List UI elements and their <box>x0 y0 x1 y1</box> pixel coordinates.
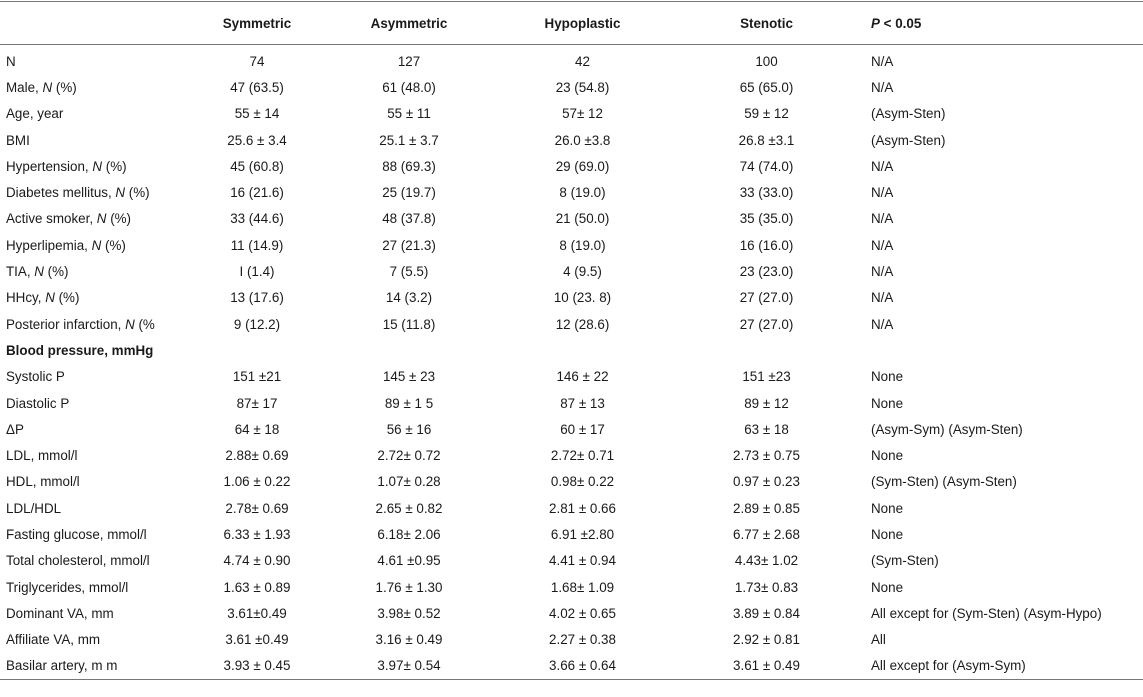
cell-hypoplastic: 8 (19.0) <box>559 237 606 253</box>
cell-symmetric: 33 (44.6) <box>230 211 284 227</box>
table-row <box>0 442 1143 468</box>
cell-asymmetric: 27 (21.3) <box>382 237 436 253</box>
table-row <box>0 600 1143 626</box>
table-row <box>0 101 1143 127</box>
row-label-suffix: (%) <box>125 185 150 201</box>
table-row <box>0 45 1143 75</box>
cell-hypoplastic: 60 ± 17 <box>560 421 605 437</box>
cell-asymmetric: 6.18± 2.06 <box>377 526 441 542</box>
row-label <box>0 206 195 232</box>
cell-symmetric: 13 (17.6) <box>230 290 284 306</box>
cell-p-value: None <box>871 579 904 595</box>
header-symmetric: Symmetric <box>195 2 319 45</box>
cell-asymmetric: 61 (48.0) <box>382 79 436 95</box>
cell-symmetric: 55 ± 14 <box>234 106 280 122</box>
cell-asymmetric: 2.72± 0.72 <box>377 448 441 464</box>
cell-p-value: N/A <box>871 79 894 95</box>
header-stenotic: Stenotic <box>666 2 867 45</box>
table-row <box>0 574 1143 600</box>
cell-stenotic: 100 <box>755 53 778 69</box>
row-label <box>0 153 195 179</box>
cell-hypoplastic: 87 ± 13 <box>560 395 605 411</box>
table-header <box>0 2 1143 45</box>
cell-hypoplastic: 6.91 ±2.80 <box>550 526 615 542</box>
cell-stenotic: 3.89 ± 0.84 <box>733 605 800 621</box>
table-row <box>0 153 1143 179</box>
cell-asymmetric: 1.76 ± 1.30 <box>375 579 443 595</box>
cell-hypoplastic: 42 <box>575 53 590 69</box>
cell-symmetric: 1.06 ± 0.22 <box>223 474 291 490</box>
row-label: Basilar artery, m m <box>0 653 195 680</box>
cell-p-value: N/A <box>871 316 894 332</box>
cell-asymmetric: 56 ± 16 <box>386 421 432 437</box>
row-label: Triglycerides, mmol/l <box>6 579 129 595</box>
table-row <box>0 521 1143 547</box>
row-label-text: Active smoker, <box>6 211 97 227</box>
cell-p-value: (Sym-Sten) <box>871 553 939 569</box>
cell-symmetric: I (1.4) <box>239 264 275 280</box>
cell-symmetric: 74 <box>249 53 265 69</box>
cell-stenotic: 74 (74.0) <box>739 158 794 174</box>
header-asymmetric: Asymmetric <box>319 2 499 45</box>
cell-stenotic: 65 (65.0) <box>739 79 794 95</box>
cell-symmetric: 2.78± 0.69 <box>225 500 289 516</box>
header-p-value <box>867 2 1143 45</box>
row-label: BMI <box>6 132 30 148</box>
cell-asymmetric: 25.1 ± 3.7 <box>379 132 439 148</box>
cell-symmetric: 64 ± 18 <box>234 421 280 437</box>
table-row <box>0 232 1143 258</box>
cell-hypoplastic: 0.98± 0.22 <box>550 474 615 490</box>
cell-p-value: N/A <box>871 264 894 280</box>
row-label-text: Hypertension, <box>6 158 93 174</box>
row-label-variable: N <box>92 158 103 174</box>
row-label: N <box>6 53 16 69</box>
cell-symmetric: 11 (14.9) <box>230 237 284 253</box>
row-label: Affiliate VA, mm <box>6 632 101 648</box>
row-label-text: HHcy, <box>6 290 46 306</box>
empty-cell <box>499 337 666 363</box>
row-label-text: Male, <box>6 79 43 95</box>
row-label <box>0 179 195 205</box>
table-row <box>0 548 1143 574</box>
cell-stenotic: 151 ±23 <box>742 369 791 385</box>
row-label-variable: N <box>115 185 126 201</box>
cell-hypoplastic: 2.81 ± 0.66 <box>549 500 616 516</box>
cell-stenotic: 26.8 ±3.1 <box>738 132 795 148</box>
row-label-suffix: (% <box>134 316 155 332</box>
cell-stenotic: 2.92 ± 0.81 <box>733 632 800 648</box>
cell-p-value: N/A <box>871 211 894 227</box>
cell-p-value: N/A <box>871 237 894 253</box>
cell-hypoplastic: 10 (23. 8) <box>553 290 612 306</box>
cell-asymmetric: 89 ± 1 5 <box>384 395 434 411</box>
cell-stenotic: 59 ± 12 <box>744 106 789 122</box>
table-row <box>0 258 1143 284</box>
cell-asymmetric: 145 ± 23 <box>382 369 436 385</box>
cell-stenotic: 27 (27.0) <box>739 316 794 332</box>
table-row <box>0 653 1143 680</box>
cell-symmetric: 47 (63.5) <box>230 79 284 95</box>
cell-hypoplastic: 4.02 ± 0.65 <box>549 605 616 621</box>
table-row <box>0 364 1143 390</box>
row-label: Dominant VA, mm <box>6 605 114 621</box>
cell-symmetric: 1.63 ± 0.89 <box>223 579 291 595</box>
cell-symmetric: 16 (21.6) <box>230 185 284 201</box>
cell-symmetric: 25.6 ± 3.4 <box>227 132 287 148</box>
row-label: ΔP <box>6 421 24 437</box>
cell-stenotic: 16 (16.0) <box>739 237 794 253</box>
empty-cell <box>867 337 1143 363</box>
table-row <box>0 311 1143 337</box>
table-row <box>0 285 1143 311</box>
cell-p-value: None <box>871 369 904 385</box>
table-row <box>0 390 1143 416</box>
table-row <box>0 627 1143 653</box>
cell-stenotic: 33 (33.0) <box>739 185 794 201</box>
cell-stenotic: 1.73± 0.83 <box>734 579 799 595</box>
row-label <box>0 311 195 337</box>
row-label: Age, year <box>6 106 64 122</box>
cell-p-value: N/A <box>871 53 894 69</box>
row-label-variable: N <box>125 316 135 332</box>
cell-hypoplastic: 21 (50.0) <box>555 211 610 227</box>
empty-cell <box>195 337 319 363</box>
cell-stenotic: 23 (23.0) <box>739 264 794 280</box>
cell-hypoplastic: 146 ± 22 <box>556 369 609 385</box>
p-letter: P <box>871 15 880 31</box>
cell-p-value: None <box>871 526 904 542</box>
row-label-variable: N <box>96 211 107 227</box>
cell-asymmetric: 3.16 ± 0.49 <box>375 632 443 648</box>
row-label-suffix: (%) <box>54 290 80 306</box>
row-label <box>0 74 195 100</box>
row-label: HDL, mmol/l <box>6 474 80 490</box>
cell-symmetric: 2.88± 0.69 <box>225 448 289 464</box>
row-label-suffix: (%) <box>101 237 126 253</box>
row-label-suffix: (%) <box>43 264 69 280</box>
cell-hypoplastic: 4 (9.5) <box>563 264 602 280</box>
cell-p-value: None <box>871 395 904 411</box>
row-label <box>0 232 195 258</box>
cell-stenotic: 0.97 ± 0.23 <box>733 474 800 490</box>
cell-symmetric: 3.61 ±0.49 <box>225 632 289 648</box>
table-row <box>0 74 1143 100</box>
cell-asymmetric: 7 (5.5) <box>389 264 429 280</box>
cell-stenotic: 6.77 ± 2.68 <box>733 526 800 542</box>
cell-hypoplastic: 26.0 ±3.8 <box>554 132 611 148</box>
cell-symmetric: 87± 17 <box>236 395 278 411</box>
row-label-text: Posterior infarction, <box>6 316 126 332</box>
cell-symmetric: 3.61±0.49 <box>227 605 287 621</box>
row-label-variable: N <box>45 290 55 306</box>
cell-stenotic: 89 ± 12 <box>744 395 789 411</box>
table-row <box>0 416 1143 442</box>
row-label-text: Hyperlipemia, <box>6 237 92 253</box>
cell-stenotic: 2.89 ± 0.85 <box>733 500 800 516</box>
row-label-variable: N <box>42 79 53 95</box>
cell-asymmetric: 3.97± 0.54 <box>319 653 499 680</box>
cell-p-value: All except for (Asym-Sym) <box>867 653 1143 680</box>
cell-asymmetric: 55 ± 11 <box>387 106 431 122</box>
cell-symmetric: 45 (60.8) <box>230 158 284 174</box>
table-row <box>0 469 1143 495</box>
table-row <box>0 206 1143 232</box>
row-label: Total cholesterol, mmol/l <box>6 553 150 569</box>
row-label: Fasting glucose, mmol/l <box>6 526 147 542</box>
cell-asymmetric: 3.98± 0.52 <box>377 605 441 621</box>
cell-asymmetric: 127 <box>397 53 421 69</box>
cell-stenotic: 35 (35.0) <box>739 211 794 227</box>
cell-hypoplastic: 23 (54.8) <box>555 79 610 95</box>
cell-hypoplastic: 3.66 ± 0.64 <box>499 653 666 680</box>
row-label-text: Diabetes mellitus, <box>6 185 116 201</box>
cell-stenotic: 4.43± 1.02 <box>734 553 799 569</box>
cell-stenotic: 2.73 ± 0.75 <box>733 448 800 464</box>
cell-p-value: All except for (Sym-Sten) (Asym-Hypo) <box>871 605 1102 621</box>
table-body <box>0 45 1143 680</box>
row-label-text: TIA, <box>6 264 35 280</box>
cell-p-value: None <box>871 500 904 516</box>
cell-hypoplastic: 57± 12 <box>562 106 603 122</box>
header-hypoplastic: Hypoplastic <box>499 2 666 45</box>
p-threshold: < 0.05 <box>879 15 922 31</box>
row-label <box>0 285 195 311</box>
row-label-variable: N <box>91 237 102 253</box>
table-row <box>0 127 1143 153</box>
cell-stenotic: 27 (27.0) <box>739 290 794 306</box>
cell-hypoplastic: 2.27 ± 0.38 <box>549 632 616 648</box>
cell-p-value: (Asym-Sym) (Asym-Sten) <box>871 421 1023 437</box>
row-label: LDL/HDL <box>6 500 62 516</box>
cell-p-value: N/A <box>871 185 894 201</box>
cell-p-value: None <box>871 448 904 464</box>
cell-p-value: (Sym-Sten) (Asym-Sten) <box>871 474 1017 490</box>
baseline-characteristics-table <box>0 1 1143 680</box>
cell-hypoplastic: 12 (28.6) <box>555 316 610 332</box>
cell-asymmetric: 14 (3.2) <box>385 290 433 306</box>
empty-cell <box>319 337 499 363</box>
cell-asymmetric: 1.07± 0.28 <box>377 474 441 490</box>
table-row <box>0 495 1143 521</box>
cell-asymmetric: 2.65 ± 0.82 <box>375 500 443 516</box>
header-label-column <box>0 2 195 45</box>
cell-asymmetric: 48 (37.8) <box>382 211 436 227</box>
cell-hypoplastic: 8 (19.0) <box>559 185 606 201</box>
cell-hypoplastic: 29 (69.0) <box>555 158 610 174</box>
cell-symmetric: 6.33 ± 1.93 <box>223 526 291 542</box>
row-label-variable: N <box>34 264 44 280</box>
cell-p-value: All <box>871 632 886 648</box>
cell-hypoplastic: 4.41 ± 0.94 <box>549 553 616 569</box>
cell-hypoplastic: 1.68± 1.09 <box>550 579 615 595</box>
row-label <box>0 258 195 284</box>
empty-cell <box>666 337 867 363</box>
row-label-suffix: (%) <box>106 211 132 227</box>
cell-p-value: (Asym-Sten) <box>871 106 946 122</box>
cell-symmetric: 151 ±21 <box>232 369 282 385</box>
cell-asymmetric: 88 (69.3) <box>382 158 436 174</box>
cell-symmetric: 9 (12.2) <box>233 316 281 332</box>
header-row <box>0 2 1143 45</box>
section-header-row <box>0 337 1143 363</box>
cell-p-value: N/A <box>871 158 894 174</box>
cell-symmetric: 4.74 ± 0.90 <box>223 553 291 569</box>
cell-stenotic: 3.61 ± 0.49 <box>666 653 867 680</box>
cell-hypoplastic: 2.72± 0.71 <box>550 448 615 464</box>
section-title: Blood pressure, mmHg <box>6 342 154 358</box>
row-label: LDL, mmol/l <box>6 448 78 464</box>
cell-p-value: (Asym-Sten) <box>871 132 946 148</box>
row-label: Diastolic P <box>6 395 70 411</box>
cell-p-value: N/A <box>871 290 894 306</box>
cell-asymmetric: 25 (19.7) <box>382 185 436 201</box>
cell-symmetric: 3.93 ± 0.45 <box>195 653 319 680</box>
table-row <box>0 179 1143 205</box>
cell-asymmetric: 4.61 ±0.95 <box>377 553 441 569</box>
row-label: Systolic P <box>6 369 65 385</box>
cell-asymmetric: 15 (11.8) <box>382 316 436 332</box>
row-label-suffix: (%) <box>52 79 77 95</box>
row-label-suffix: (%) <box>102 158 127 174</box>
cell-stenotic: 63 ± 18 <box>744 421 789 437</box>
